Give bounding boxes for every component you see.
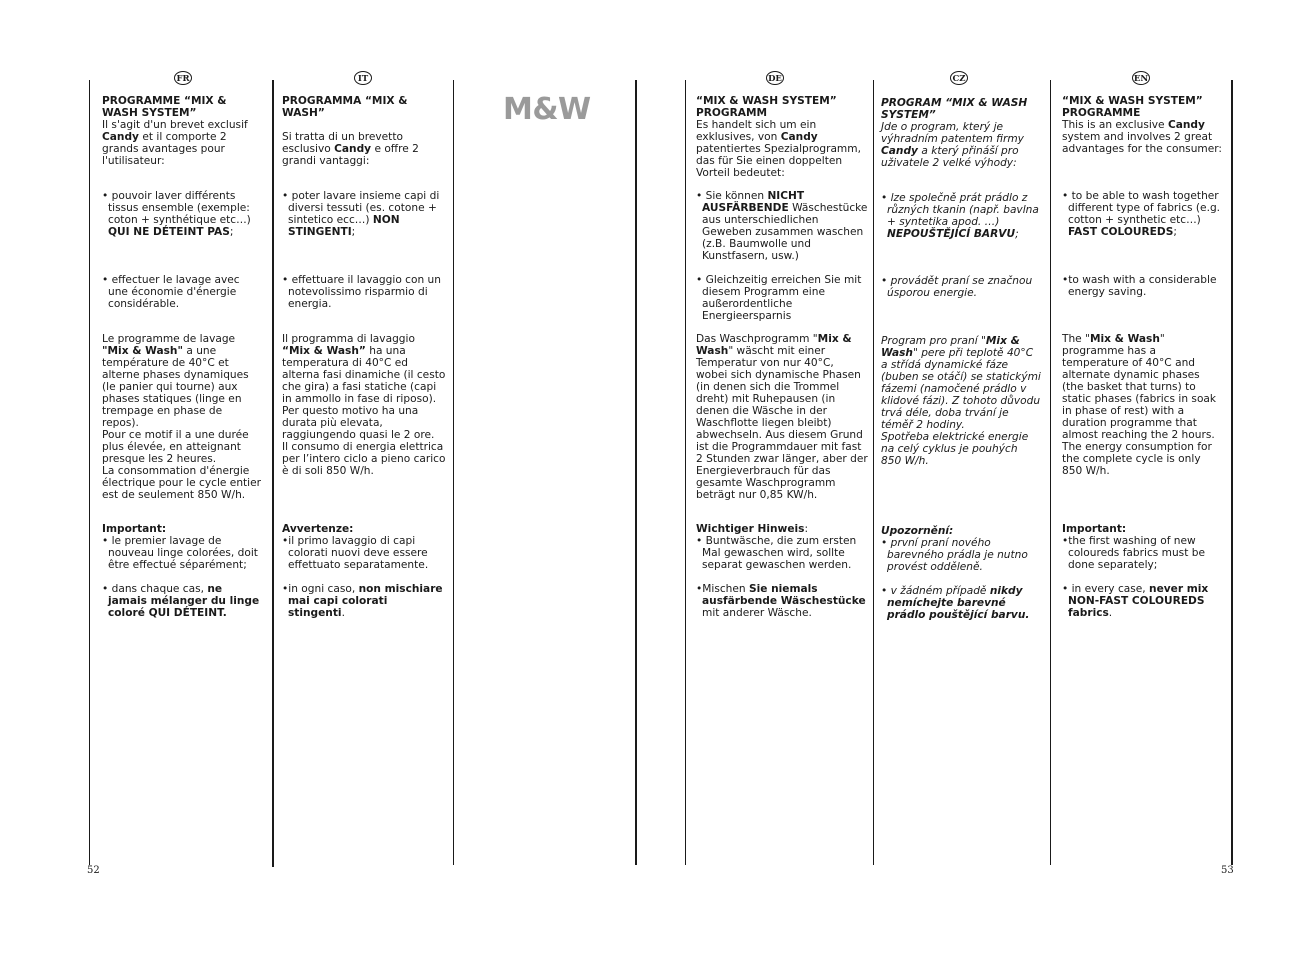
de-note-title: Wichtiger Hinweis [696, 523, 805, 535]
rule-it-mw [453, 80, 454, 865]
cz-bullet-1: • lze společně prát prádlo z různých tkanin (např. bavlna + syntetika apod. …) NEPOUŠTĚJÍCÍ BARVU; [881, 192, 1039, 240]
fr-note-1: • le premier lavage de nouveau linge colorées, doit être effectué séparément; [102, 535, 258, 571]
en-intro: This is an exclusive Candy system and involves 2 great advantages for the consumer: [1062, 119, 1222, 155]
fr-bullet-2: • effectuer le lavage avec une économie d'énergie considérable. [102, 274, 240, 310]
en-body: The "Mix & Wash" programme has a temperature of 40°C and alternate dynamic phases (the basket that turns) to static phases (fabrics in soak in phase of rest) with a duration programme that almost reaching the 2 hours. The energy consumption for the complete cycle is only 850 W/h. [1062, 333, 1217, 477]
rule-de-left [685, 80, 686, 865]
en-notes [1062, 523, 1224, 619]
lang-badge-cz: CZ [950, 71, 968, 85]
fr-notes [102, 523, 262, 619]
de-note-1: • Buntwäsche, die zum ersten Mal gewaschen wird, sollte separat gewaschen werden. [696, 535, 857, 571]
cz-intro: Jde o program, který je výhradním patentem firmy Candy a který přináší pro uživatele 2 velké výhody: [881, 121, 1024, 169]
fr-bullet-1: • pouvoir laver différents tissus ensemble (exemple: coton + synthétique etc…) QUI NE DÉTEINT PAS; [102, 190, 251, 238]
rule-de-cz [873, 80, 874, 865]
en-title: “MIX & WASH SYSTEM” PROGRAMME [1062, 95, 1203, 119]
de-body: Das Waschprogramm "Mix & Wash" wäscht mit einer Temperatur von nur 40°C, wobei sich dynamische Phasen (in denen sich die Trommel dreht) mit Ruhepausen (in denen die Wäsche in der Waschflotte liegen bleibt) abwechseln. Aus diesem Grund ist die Programmdauer mit fast 2 Stunden zwar länger, aber der Energieverbrauch für das gesamte Waschprogramm beträgt nur 0,85 KW/h. [696, 333, 868, 501]
cz-notes [881, 525, 1041, 621]
rule-page-gutter [635, 80, 637, 865]
de-note-2: •Mischen Sie niemals ausfärbende Wäschestücke mit anderer Wäsche. [696, 583, 866, 619]
lang-badge-de: DE [766, 71, 784, 85]
de-title: “MIX & WASH SYSTEM” PROGRAMM [696, 95, 837, 119]
en-note-1: •the first washing of new coloureds fabrics must be done separately; [1062, 535, 1205, 571]
cz-body: Program pro praní "Mix & Wash" pere při teplotě 40°C a střídá dynamické fáze (buben se otáčí) se statickými fázemi (namočené prádlo v klidové fázi). Z tohoto důvodu trvá déle, doba trvání je téměř 2 hodiny. Spotřeba elektrické energie na celý cyklus je pouhých 850 W/h. [881, 335, 1041, 467]
rule-fr-it [272, 80, 274, 867]
cz-note-2: • v žádném případě nikdy nemíchejte barevné prádlo pouštějící barvu. [881, 585, 1030, 621]
page-number-left: 52 [87, 865, 100, 876]
fr-body: Le programme de lavage "Mix & Wash" a une température de 40°C et alterne phases dynamiques (le panier qui tourne) aux phases statiques (linge en trempage en phase de repos). Pour ce motif il a une durée plus élevée, en atteignant presque les 2 heures. La consommation d'énergie électrique pour le cycle entier est de seulement 850 W/h. [102, 333, 261, 501]
fr-note-title: Important: [102, 523, 167, 535]
it-intro: Si tratta di un brevetto esclusivo Candy e offre 2 grandi vantaggi: [282, 131, 419, 167]
en-note-title: Important: [1062, 523, 1127, 535]
cz-note-title: Upozornění: [881, 525, 954, 537]
it-body: Il programma di lavaggio “Mix & Wash” ha una temperatura di 40°C ed alterna fasi dinamiche (il cesto che gira) a fasi statiche (capi in ammollo in fase di riposo). Per questo motivo ha una durata più elevata, raggiungendo quasi le 2 ore. Il consumo di energia elettrica per l’intero ciclo a pieno carico è di soli 850 W/h. [282, 333, 446, 477]
de-bullet-2: • Gleichzeitig erreichen Sie mit diesem Programm eine außerordentliche Energieersparnis [696, 274, 862, 322]
cz-title: PROGRAM “MIX & WASH SYSTEM” [881, 97, 1028, 121]
rule-left-margin [89, 80, 90, 865]
fr-note-2: • dans chaque cas, ne jamais mélanger du linge coloré QUI DÉTEINT. [102, 583, 260, 619]
it-note-2: •in ogni caso, non mischiare mai capi colorati stingenti. [282, 583, 443, 619]
lang-badge-en: EN [1132, 71, 1150, 85]
en-note-2: • in every case, never mix NON-FAST COLOUREDS fabrics. [1062, 583, 1209, 619]
rule-right-margin [1231, 80, 1233, 865]
en-bullet-2: •to wash with a considerable energy saving. [1062, 274, 1217, 298]
de-bullet-1: • Sie können NICHT AUSFÄRBENDE Wäschestücke aus unterschiedlichen Geweben zusammen waschen (z.B. Baumwolle und Kunstfasern, usw.) [696, 190, 868, 262]
de-notes: Wichtiger Hinweis: • Buntwäsche, die zum ersten Mal gewaschen wird, sollte separat gewaschen werden. •Mischen Sie niemals ausfärbende Wäschestücke mit anderer Wäsche. [696, 523, 868, 619]
it-bullet-1: • poter lavare insieme capi di diversi tessuti (es. cotone + sintetico ecc…) NON STINGENTI; [282, 190, 440, 238]
cz-bullet-2: • provádět praní se značnou úsporou energie. [881, 275, 1033, 299]
en-bullet-1: • to be able to wash together different type of fabrics (e.g. cotton + synthetic etc…) FAST COLOUREDS; [1062, 190, 1221, 238]
fr-intro: Il s'agit d'un brevet exclusif Candy et il comporte 2 grands avantages pour l'utilisateur: [102, 119, 248, 167]
mw-side-title: M&W [503, 92, 591, 127]
it-title: PROGRAMMA “MIX & WASH” [282, 95, 408, 119]
lang-badge-it: IT [354, 71, 372, 85]
rule-cz-en [1050, 80, 1051, 865]
it-note-1: •il primo lavaggio di capi colorati nuovi deve essere effettuato separatamente. [282, 535, 429, 571]
it-bullet-2: • effettuare il lavaggio con un notevolissimo risparmio di energia. [282, 274, 441, 310]
lang-badge-fr: FR [174, 71, 192, 85]
de-intro: Es handelt sich um ein exklusives, von Candy patentiertes Spezialprogramm, das für Sie einen doppelten Vorteil bedeutet: [696, 119, 861, 179]
page-number-right: 53 [1221, 865, 1234, 876]
fr-title: PROGRAMME “MIX & WASH SYSTEM” [102, 95, 227, 119]
it-notes [282, 523, 446, 619]
it-note-title: Avvertenze: [282, 523, 354, 535]
cz-note-1: • první praní nového barevného prádla je nutno provést odděleně. [881, 537, 1028, 573]
